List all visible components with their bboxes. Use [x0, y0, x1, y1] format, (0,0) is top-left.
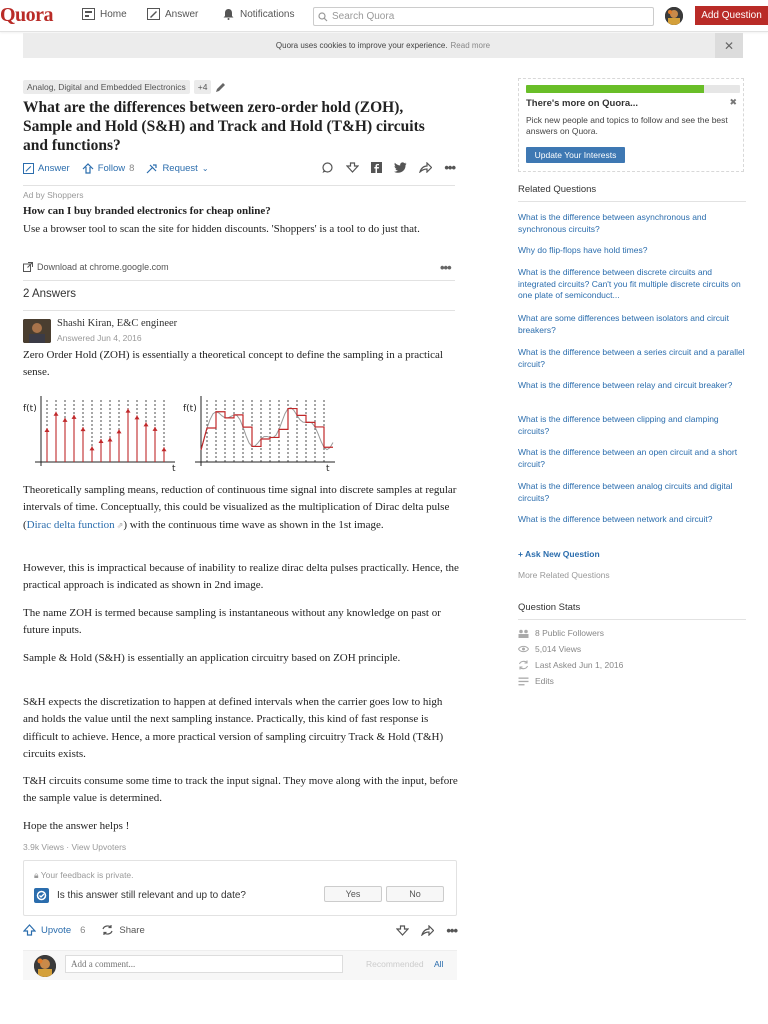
impulse-arrow — [126, 409, 131, 413]
impulse-arrow — [153, 427, 158, 431]
search-box[interactable] — [313, 7, 654, 26]
stat-last-asked-text: Last Asked Jun 1, 2016 — [535, 660, 624, 670]
facebook-icon[interactable] — [371, 162, 382, 173]
share-refresh-icon[interactable] — [101, 924, 114, 936]
upvote-label[interactable]: Upvote — [41, 924, 72, 936]
list-icon — [518, 677, 529, 686]
views-upvoters[interactable]: 3.9k Views · View Upvoters — [23, 842, 127, 852]
topic-row — [23, 80, 226, 94]
paragraph-text: ) with the continuous time wave as shown in the 1st image. — [123, 518, 384, 531]
impulse-arrow — [99, 439, 104, 443]
impulse-arrow — [81, 427, 86, 431]
answer-paragraph: Sample & Hold (S&H) is essentially an application circuitry based on ZOH principle. — [23, 652, 401, 664]
stat-last-asked — [518, 660, 623, 670]
answer-paragraph: However, this is impractical because of inability to realize dirac delta pulses practically. Hence, the practical approach is indicated as shown in 2nd image. — [23, 562, 459, 592]
author-avatar[interactable] — [23, 319, 51, 343]
more-options-icon[interactable]: ••• — [446, 923, 457, 938]
ad-link-text: Download at chrome.google.com — [37, 262, 169, 272]
figure-x-label: t — [172, 464, 176, 474]
figure-x-label: t — [326, 464, 330, 474]
add-question-button[interactable]: Add Question — [695, 6, 768, 25]
figure-y-label: f(t) — [23, 404, 37, 414]
home-icon — [82, 8, 95, 20]
question-actions — [23, 158, 455, 178]
share-icon[interactable] — [421, 925, 434, 936]
all-comments-toggle[interactable]: All — [434, 959, 444, 969]
answer-paragraph: The name ZOH is termed because sampling is instantaneous without any knowledge on past or future inputs. — [23, 607, 441, 637]
people-icon — [518, 629, 529, 638]
ad-label[interactable]: Ad by Shoppers — [23, 190, 84, 200]
more-card-text: Pick new people and topics to follow and see the best answers on Quora. — [526, 115, 728, 136]
downvote-icon[interactable] — [346, 162, 359, 174]
author-name[interactable]: Shashi Kiran, E&C engineer — [57, 318, 178, 329]
bell-icon — [222, 8, 235, 20]
edit-topics-icon[interactable] — [215, 82, 226, 93]
ad-body: Use a browser tool to scan the site for hidden discounts. 'Shoppers' is a tool to do just that. — [23, 223, 420, 235]
related-question-link[interactable]: Why do flip-flops have hold times? — [518, 245, 648, 255]
impulse-arrow — [117, 429, 122, 433]
answered-date[interactable]: Answered Jun 4, 2016 — [57, 333, 142, 343]
more-on-quora-card — [518, 78, 744, 172]
external-link-icon: ⇗ — [114, 520, 124, 530]
pencil-icon — [23, 163, 34, 174]
impulse-arrow — [54, 412, 59, 416]
stat-views-text: 5,014 Views — [535, 644, 582, 654]
divider — [23, 310, 455, 311]
lock-icon: 🔒︎ — [34, 870, 39, 880]
twitter-icon[interactable] — [394, 162, 407, 173]
feedback-private-label: Your feedback is private. — [40, 870, 134, 880]
related-question-link[interactable]: What is the difference between analog circuits and digital circuits? — [518, 481, 733, 503]
related-question-link[interactable]: What is the difference between relay and circuit breaker? — [518, 380, 733, 390]
more-related-questions-link[interactable]: More Related Questions — [518, 570, 610, 580]
impulse-arrow — [45, 428, 50, 432]
nav-answer[interactable] — [147, 8, 198, 20]
pencil-icon — [147, 8, 160, 20]
user-avatar[interactable] — [665, 7, 683, 25]
search-icon — [318, 12, 328, 22]
question-stats-heading: Question Stats — [518, 602, 581, 613]
eye-icon — [518, 645, 529, 653]
recommended-toggle[interactable]: Recommended — [366, 959, 424, 969]
related-question-link[interactable]: What is the difference between network and circuit? — [518, 514, 713, 524]
answer-paragraph: Hope the answer helps ! — [23, 820, 130, 832]
cookie-banner — [23, 33, 743, 58]
impulse-arrow — [90, 446, 95, 450]
related-question-link[interactable]: What is the difference between a series circuit and a parallel circuit? — [518, 347, 745, 369]
impulse-arrow — [72, 415, 77, 419]
dirac-delta-link[interactable]: Dirac delta function — [26, 518, 115, 531]
figure-y-label: f(t) — [183, 404, 197, 414]
more-card-close-icon[interactable]: ✖ — [729, 97, 737, 107]
interest-progress-bar — [526, 85, 740, 93]
request-action-label: Request — [162, 162, 198, 174]
feedback-no-button[interactable]: No — [386, 886, 444, 902]
more-card-title: There's more on Quora... — [526, 98, 639, 109]
stat-followers[interactable] — [518, 628, 604, 638]
nav-answer-label: Answer — [165, 8, 199, 20]
answer-paragraph: S&H expects the discretization to happen at defined intervals when the carrier goes low to high and holds the value until the next sampling instance. Practically, this kind of fast response is difficult to achieve. Hence, a more practical version of sampling circuitry Track & Hold (T&H) circuits exists. — [23, 696, 444, 760]
share-label[interactable]: Share — [119, 924, 145, 936]
feedback-icon — [34, 888, 49, 903]
answer-action-bar — [23, 922, 457, 938]
impulse-arrow — [162, 447, 167, 451]
nav-home-label: Home — [100, 8, 127, 20]
related-question-link[interactable]: What is the difference between an open circuit and a short circuit? — [518, 447, 738, 469]
ad-more-options-icon[interactable]: ••• — [440, 260, 451, 275]
stat-edits[interactable] — [518, 676, 554, 686]
topic-more-chip[interactable]: +4 — [194, 80, 212, 94]
request-action[interactable] — [146, 163, 208, 174]
zoh-figure — [183, 390, 343, 474]
comment-icon[interactable] — [321, 162, 334, 174]
follow-action[interactable] — [82, 163, 135, 174]
feedback-box — [23, 860, 457, 916]
divider — [23, 185, 455, 186]
top-header — [0, 0, 768, 32]
related-question-link[interactable]: What is the difference between discrete circuits and integrated circuits? Can't you fit multiple discrete circuits on one plate of semiconduct... — [518, 267, 741, 300]
answer-bottom-icons — [396, 923, 457, 938]
share-icon[interactable] — [419, 162, 432, 173]
topic-chip[interactable]: Analog, Digital and Embedded Electronics — [23, 80, 190, 94]
refresh-icon — [518, 660, 529, 670]
paragraph-text: Theoretically sampling means, reduction of continuous time signal into discrete samples at regular intervals of time. Conceptually, this could be visualized as the multiplication of Dirac delta pulse ( — [23, 484, 457, 531]
related-question-link[interactable]: What is the difference between asynchronous and synchronous circuits? — [518, 212, 707, 234]
cookie-close-button[interactable]: ✕ — [715, 33, 743, 58]
answers-heading: 2 Answers — [23, 288, 77, 300]
divider — [518, 619, 746, 620]
answer-paragraph — [23, 482, 461, 534]
nav-notifications[interactable] — [222, 8, 294, 20]
answer-action-label: Answer — [38, 162, 70, 174]
related-question-link[interactable]: What is the difference between clipping and clamping circuits? — [518, 414, 719, 436]
impulse-arrow — [108, 437, 113, 441]
impulse-arrow — [144, 422, 149, 426]
cookie-text: Quora uses cookies to improve your experience. — [275, 41, 448, 50]
comment-input[interactable] — [65, 955, 343, 973]
more-options-icon[interactable]: ••• — [444, 160, 455, 175]
follow-count: 8 — [129, 162, 135, 174]
stat-edits-text: Edits — [535, 676, 554, 686]
update-interests-button[interactable]: Update Your Interests — [526, 147, 625, 163]
feedback-yes-button[interactable]: Yes — [324, 886, 382, 902]
nav-home[interactable] — [82, 8, 127, 20]
nav-notifications-label: Notifications — [240, 8, 295, 20]
sampling-figure — [23, 390, 183, 474]
feedback-private-text — [34, 870, 134, 881]
feedback-question-text: Is this answer still relevant and up to date? — [57, 890, 246, 901]
upvote-icon[interactable] — [23, 924, 36, 936]
cookie-read-more-link[interactable]: Read more — [450, 41, 491, 50]
impulse-arrow — [63, 418, 68, 422]
downvote-icon[interactable] — [396, 925, 409, 937]
commenter-avatar — [34, 955, 56, 977]
quora-logo[interactable]: Quora — [0, 4, 54, 26]
question-title[interactable]: What are the differences between zero-order hold (ZOH), Sample and Hold (S&H) and Track and Hold (T&H) circuits and functions? — [23, 99, 425, 154]
comment-box — [23, 950, 457, 980]
question-share-icons — [321, 160, 455, 175]
impulse-arrow — [135, 415, 140, 419]
ad-link[interactable] — [23, 262, 169, 272]
stat-followers-text: 8 Public Followers — [535, 628, 604, 638]
related-question-link[interactable]: What are some differences between isolators and circuit breakers? — [518, 313, 730, 335]
answer-paragraph: Zero Order Hold (ZOH) is essentially a theoretical concept to define the sampling in a practical sense. — [23, 349, 443, 379]
follow-action-label: Follow — [97, 162, 126, 174]
upvote-count: 6 — [80, 924, 86, 936]
feedback-question — [34, 888, 246, 903]
follow-icon — [82, 163, 94, 174]
divider — [518, 201, 746, 202]
chevron-down-icon: ⌄ — [201, 163, 209, 173]
stat-views — [518, 644, 581, 654]
progress-fill — [526, 85, 704, 93]
ad-title[interactable]: How can I buy branded electronics for cheap online? — [23, 205, 271, 217]
divider — [23, 280, 455, 281]
answer-action[interactable] — [23, 163, 70, 174]
external-link-icon — [23, 262, 33, 272]
request-icon — [146, 163, 158, 174]
continuous-signal — [201, 408, 333, 450]
related-questions-heading: Related Questions — [518, 184, 597, 195]
answer-paragraph: T&H circuits consume some time to track the input signal. They move along with the input, before the sample value is determined. — [23, 775, 458, 805]
ask-new-question-link[interactable]: + Ask New Question — [518, 549, 600, 559]
search-input[interactable] — [332, 11, 632, 22]
